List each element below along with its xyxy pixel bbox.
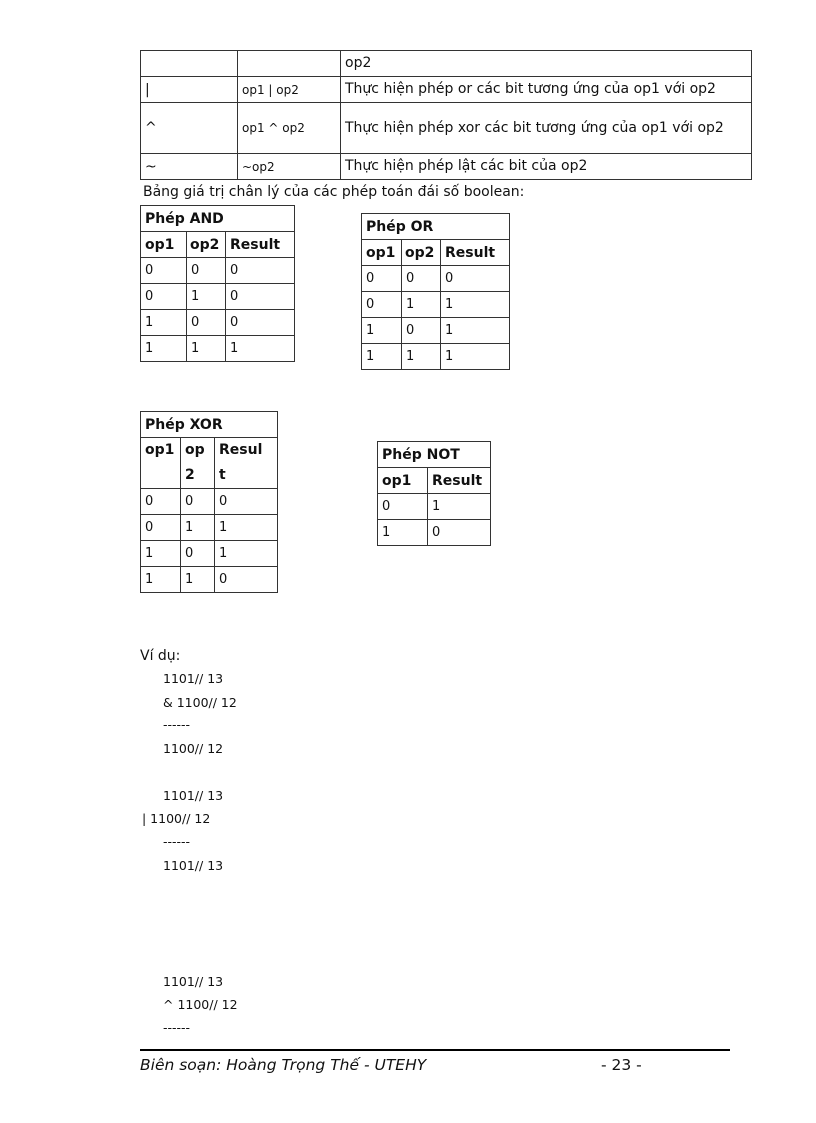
- table-cell: 1: [441, 344, 510, 370]
- column-header: op1: [141, 232, 187, 258]
- table-cell: 0: [181, 489, 215, 515]
- table-cell: 1: [181, 567, 215, 593]
- table-cell: 0: [141, 258, 187, 284]
- table-cell: 1: [141, 310, 187, 336]
- table-cell: 0: [215, 567, 278, 593]
- table-cell: 0: [378, 494, 428, 520]
- table-row: [141, 284, 295, 310]
- expression-cell: op1 | op2: [238, 77, 341, 103]
- table-row: [141, 154, 752, 180]
- table-row: [141, 310, 295, 336]
- table-cell: 1: [441, 318, 510, 344]
- table-cell: 0: [141, 515, 181, 541]
- table-row: [378, 520, 491, 546]
- not-truth-table: [377, 441, 491, 546]
- code-line: ------: [163, 717, 191, 732]
- table-row: [362, 318, 510, 344]
- table-cell: 0: [215, 489, 278, 515]
- table-cell: 1: [141, 541, 181, 567]
- or-truth-table: [361, 213, 510, 370]
- description-cell: Thực hiện phép or các bit tương ứng của op1 với op2: [341, 77, 752, 103]
- table-row: [141, 489, 278, 515]
- table-row: [141, 77, 752, 103]
- operator-cell: ~: [141, 154, 238, 180]
- description-cell: Thực hiện phép xor các bit tương ứng của op1 với op2: [341, 103, 752, 154]
- code-line: | 1100// 12: [142, 811, 211, 826]
- code-line: 1101// 13: [163, 671, 224, 686]
- column-header: op2: [187, 232, 226, 258]
- code-line: 1101// 13: [163, 788, 224, 803]
- description-cell: Thực hiện phép lật các bit của op2: [341, 154, 752, 180]
- table-cell: 1: [428, 494, 491, 520]
- column-header: Result: [428, 468, 491, 494]
- table-cell: 0: [141, 284, 187, 310]
- code-line: ^ 1100// 12: [163, 997, 238, 1012]
- operator-cell: |: [141, 77, 238, 103]
- column-header: Resul t: [215, 438, 278, 489]
- table-cell: 0: [402, 318, 441, 344]
- expression-cell: ~op2: [238, 154, 341, 180]
- table-cell: 0: [402, 266, 441, 292]
- column-header: Result: [226, 232, 295, 258]
- table-cell: 1: [187, 284, 226, 310]
- table-row: [141, 541, 278, 567]
- code-line: 1101// 13: [163, 974, 224, 989]
- column-header: op 2: [181, 438, 215, 489]
- table-cell: 0: [181, 541, 215, 567]
- description-cell: op2: [341, 51, 752, 77]
- table-row: [141, 51, 752, 77]
- footer-author: Biên soạn: Hoàng Trọng Thế - UTEHY: [140, 1056, 427, 1074]
- table-row: [362, 344, 510, 370]
- table-cell: 0: [441, 266, 510, 292]
- table-row: [378, 494, 491, 520]
- table-title: Phép OR: [362, 214, 510, 240]
- table-row: [141, 567, 278, 593]
- table-cell: 0: [362, 266, 402, 292]
- code-line: 1101// 13: [163, 858, 224, 873]
- column-header: op2: [402, 240, 441, 266]
- expression-cell: op1 ^ op2: [238, 103, 341, 154]
- table-row: [141, 336, 295, 362]
- operator-table: [140, 50, 752, 180]
- table-cell: 1: [141, 336, 187, 362]
- table-title: Phép XOR: [141, 412, 278, 438]
- footer-rule: [140, 1049, 730, 1051]
- code-line: ------: [163, 1020, 191, 1035]
- example-label: Ví dụ:: [140, 648, 181, 664]
- table-cell: 0: [187, 258, 226, 284]
- page-number: - 23 -: [601, 1056, 642, 1074]
- table-row: [141, 515, 278, 541]
- column-header: Result: [441, 240, 510, 266]
- table-cell: 1: [378, 520, 428, 546]
- column-header: op1: [141, 438, 181, 489]
- table-cell: 1: [441, 292, 510, 318]
- table-cell: 1: [362, 318, 402, 344]
- table-cell: 1: [362, 344, 402, 370]
- table-cell: 0: [428, 520, 491, 546]
- code-line: 1100// 12: [163, 741, 224, 756]
- operator-cell: ^: [141, 103, 238, 154]
- table-cell: 0: [226, 284, 295, 310]
- truth-table-intro: Bảng giá trị chân lý của các phép toán đái số boolean:: [143, 184, 525, 200]
- operator-cell: [141, 51, 238, 77]
- table-cell: 1: [402, 344, 441, 370]
- table-cell: 1: [181, 515, 215, 541]
- code-line: ------: [163, 834, 191, 849]
- and-truth-table: [140, 205, 295, 362]
- table-cell: 0: [141, 489, 181, 515]
- table-cell: 0: [187, 310, 226, 336]
- table-cell: 1: [187, 336, 226, 362]
- table-title: Phép AND: [141, 206, 295, 232]
- table-cell: 0: [226, 258, 295, 284]
- expression-cell: [238, 51, 341, 77]
- table-row: [362, 292, 510, 318]
- table-cell: 0: [226, 310, 295, 336]
- table-cell: 1: [402, 292, 441, 318]
- table-cell: 0: [362, 292, 402, 318]
- table-row: [141, 258, 295, 284]
- table-cell: 1: [226, 336, 295, 362]
- table-cell: 1: [215, 515, 278, 541]
- table-row: [141, 103, 752, 154]
- column-header: op1: [378, 468, 428, 494]
- table-row: [362, 266, 510, 292]
- table-title: Phép NOT: [378, 442, 491, 468]
- table-cell: 1: [215, 541, 278, 567]
- column-header: op1: [362, 240, 402, 266]
- table-cell: 1: [141, 567, 181, 593]
- code-line: & 1100// 12: [163, 695, 237, 710]
- xor-truth-table: [140, 411, 278, 593]
